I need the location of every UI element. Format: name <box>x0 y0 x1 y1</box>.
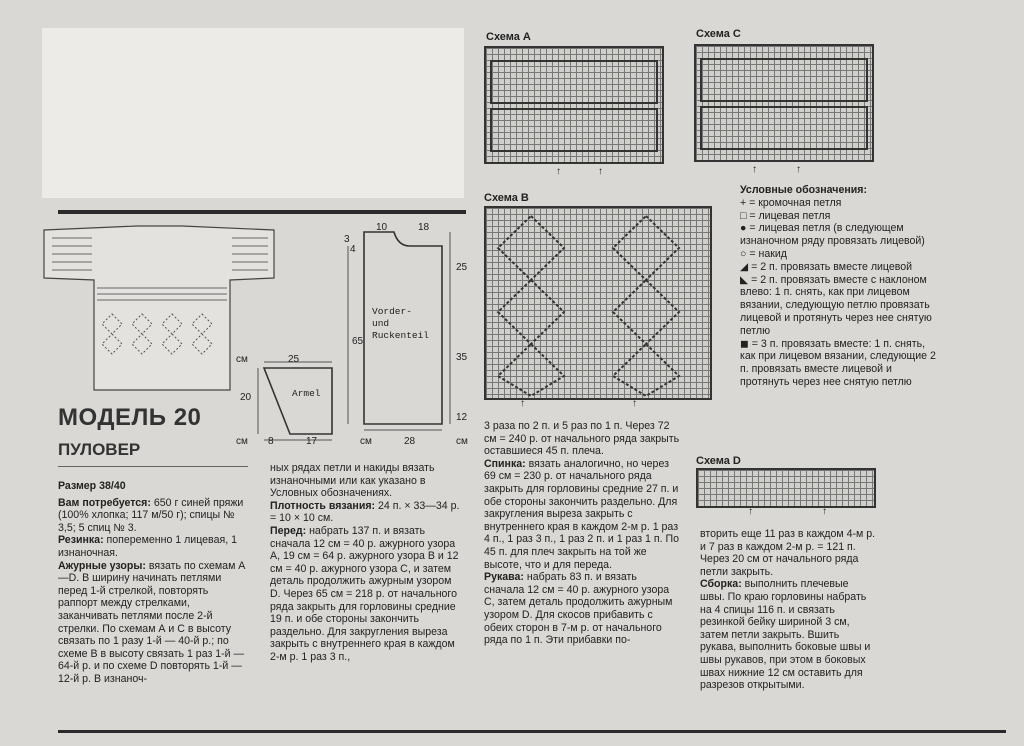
dim-cm-body: см <box>360 436 372 447</box>
sleeves-text: набрать 83 п. и вязать сначала 12 см = 40 р. ажурного узора С, затем деталь продолжить ажурным узором D. Для скосов прибавить с обеих сторон в 7-м р. от начального ряда по 1 п. Эти прибавки по- <box>484 571 673 647</box>
lace-text: вязать по схемам А—D. В ширину начинать петлями перед 1-й стрелкой, повторять раппорт между стрелками, заканчивать петлями после 2-й стрелки. По схемам А и С в высоту связать по 1 разу 1-й — 40-й р.; по схеме В в высоту связать 1 раз 1-й — 64-й р. и по схеме D повторять 1-й — 12-й р. В изнаноч- <box>58 559 246 685</box>
dim-sleeve-b2: 17 <box>306 436 318 447</box>
arrow-icon: ↑ <box>556 166 561 177</box>
assembly-label: Сборка: <box>700 578 742 591</box>
gauge-text: 24 п. × 33—34 р. = 10 × 10 см. <box>270 499 460 525</box>
text-column-3 <box>484 420 680 647</box>
arrow-icon: ↑ <box>598 166 603 177</box>
arrow-icon: ↑ <box>632 398 637 409</box>
arrow-icon: ↑ <box>520 398 525 409</box>
dim-neck-depth: 3 <box>344 234 350 245</box>
dim-sleeve-side: 20 <box>240 392 252 403</box>
bottom-rule <box>58 730 1006 733</box>
scheme-b-title: Схема B <box>484 192 529 204</box>
scheme-d-grid <box>696 468 876 508</box>
dim-left-65: 65 <box>352 336 364 347</box>
model-subtitle: ПУЛОВЕР <box>58 440 141 459</box>
blank-area <box>42 28 464 198</box>
front-text: набрать 137 п. и вязать сначала 12 см = 40 р. ажурного узора А, 19 см = 64 р. ажурного узора В и 12 см = 40 р. ажурного узора С, и затем деталь продолжить ажурным узором D. Через 65 см = 218 р. от начального ряда закрыть для горловины средние 19 п. и обе стороны закончить раздельно. Для закругления выреза закрыть с внутреннего края в каждом 2-м р. 1 раз 3 п., <box>270 524 459 663</box>
materials-label: Вам потребуется: <box>58 496 151 509</box>
dim-right-35: 35 <box>456 352 468 363</box>
legend-knit-next-row: ● = лицевая петля (в следующем изнаночном ряду провязать лицевой) <box>740 222 925 248</box>
dim-body-top: 10 <box>376 222 388 233</box>
rib-text: попеременно 1 лицевая, 1 изнаночная. <box>58 534 237 559</box>
scheme-c-grid <box>694 44 874 162</box>
dim-neck-depth2: 4 <box>350 244 356 255</box>
text-column-4 <box>700 528 876 692</box>
dim-body-top-right: 18 <box>418 222 430 233</box>
sleeves-label: Рукава: <box>484 571 524 584</box>
lace-label: Ажурные узоры: <box>58 559 146 572</box>
gauge-label: Плотность вязания: <box>270 499 376 512</box>
scheme-a-title: Схема A <box>486 31 531 43</box>
dim-bottom-28: 28 <box>404 436 416 447</box>
sleeve-label: Armel <box>292 388 321 399</box>
text-column-2 <box>270 462 464 664</box>
legend-ssk: ◣ = 2 п. провязать вместе с наклоном влево: 1 п. снять, как при лицевом вязании, следующую петлю провязать лицевой и протянуть через нее снятую петлю <box>740 273 932 337</box>
assembly-text: выполнить плечевые швы. По краю горловины набрать на 4 спицы 116 п. и связать резинкой бейку шириной 3 см, затем петли закрыть. Вшить рукава, выполнить боковые швы и швы рукавов, при этом в боковых швах нижние 12 см оставить для разрезов открытыми. <box>700 578 871 692</box>
scheme-b-grid <box>484 206 712 400</box>
dim-sleeve-b1: 8 <box>268 436 274 447</box>
sleeve-pattern-diagram <box>236 356 356 446</box>
dim-cm-body-right: см <box>456 436 468 447</box>
scheme-a-grid <box>484 46 664 164</box>
col3-continuation: 3 раза по 2 п. и 5 раз по 1 п. Через 72 см = 240 р. от начального ряда закрыть оставшиеся 45 п. плеча. <box>484 420 680 458</box>
diamond-lace-pattern <box>486 208 710 398</box>
dim-cm-sleeve-bottom: см <box>236 436 248 447</box>
materials-text: 650 г синей пряжи (100% хлопка; 117 м/50 г); спицы № 3,5; 5 спиц № 3. <box>58 496 244 534</box>
size-label: Размер 38/40 <box>58 480 126 492</box>
scheme-c-title: Схема C <box>696 28 741 40</box>
arrow-icon: ↑ <box>822 506 827 517</box>
dim-cm-sleeve-top: см <box>236 354 248 365</box>
back-text: вязать аналогично, но через 69 см = 230 р. от начального ряда закрыть для горловины средние 27 п. и обе стороны закончить раздельно. Для закругления выреза закрыть с внутреннего края в каждом 2-м р. 1 раз 4 п., 1 раз 3 п., 1 раз 2 п. и 1 раз 1 п. По 45 п. для плеч закрыть на той же высоте, что и для переда. <box>484 457 679 571</box>
legend-yarn-over: ○ = накид <box>740 247 787 260</box>
arrow-icon: ↑ <box>752 164 757 175</box>
arrow-icon: ↑ <box>748 506 753 517</box>
top-rule <box>58 210 466 214</box>
legend-knit: □ = лицевая петля <box>740 209 831 222</box>
dim-right-25: 25 <box>456 262 468 273</box>
col4-continuation: вторить еще 11 раз в каждом 4-м р. и 7 раз в каждом 2-м р. = 121 п. Через 20 см от начального ряда петли закрыть. <box>700 528 876 578</box>
text-column-1 <box>58 480 248 686</box>
title-divider <box>58 466 248 467</box>
dim-right-12: 12 <box>456 412 468 423</box>
body-label: Vorder- und Ruckenteil <box>372 306 430 341</box>
arrow-icon: ↑ <box>796 164 801 175</box>
model-title: МОДЕЛЬ 20 <box>58 404 202 431</box>
legend-k3tog: ◼ = 3 п. провязать вместе: 1 п. снять, как при лицевом вязании, следующие 2 п. провязать вместе лицевой и протянуть через нее снятую петлю <box>740 337 936 388</box>
legend <box>740 184 936 389</box>
scheme-d-title: Схема D <box>696 455 741 467</box>
legend-title: Условные обозначения: <box>740 184 867 196</box>
dim-sleeve-top: 25 <box>288 354 300 365</box>
legend-k2tog: ◢ = 2 п. провязать вместе лицевой <box>740 260 913 273</box>
front-label: Перед: <box>270 524 307 537</box>
legend-edge-stitch: + = кромочная петля <box>740 196 842 209</box>
back-label: Спинка: <box>484 457 526 470</box>
rib-label: Резинка: <box>58 534 104 547</box>
col2-continuation: ных рядах петли и накиды вязать изнаночными или как указано в Условных обозначениях. <box>270 462 435 500</box>
